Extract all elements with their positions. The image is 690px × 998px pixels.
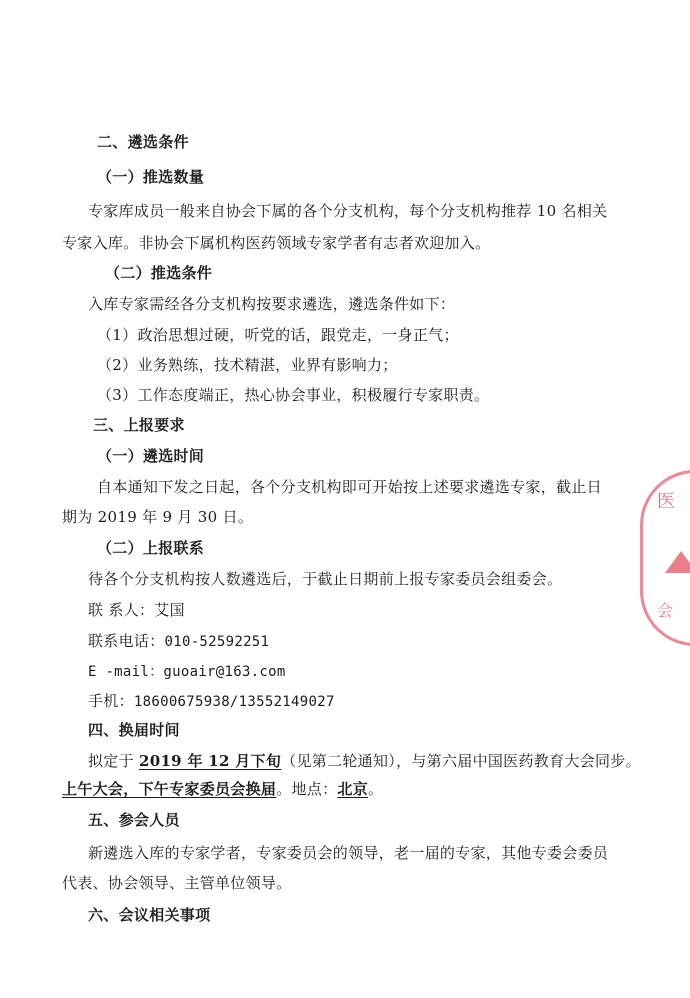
official-seal [640,470,690,646]
email-label: E -mail： [88,664,164,680]
paragraph-line: 新遴选入库的专家学者，专家委员会的领导，老一届的专家，其他专委会委员 [88,844,609,862]
phone-number: 010-52592251 [164,634,270,650]
seal-star-icon [665,551,690,573]
subsection-heading: （一）遴选时间 [97,447,205,465]
subsection-heading: （二）推选条件 [105,264,213,282]
text: 。地点： [276,780,338,798]
section-heading: 三、上报要求 [93,416,185,434]
paragraph-line: 待各个分支机构按人数遴选后，于截止日期前上报专家委员会组委会。 [88,570,563,588]
paragraph-line: 专家入库。非协会下属机构医药领域专家学者有志者欢迎加入。 [62,234,491,252]
subsection-heading: （二）上报联系 [97,539,205,557]
paragraph-line [88,750,641,772]
seal-text-top: 医 [654,491,675,509]
email-address: guoair@163.com [163,664,286,680]
underlined-date: 2019 年 12 月下旬 [138,752,282,770]
contact-mobile [88,690,335,713]
mobile-number: 18600675938/13552149027 [133,694,335,710]
list-item: （2）业务熟练，技术精湛，业界有影响力； [97,356,398,374]
list-item: （3）工作态度端正，热心协会事业，积极履行专家职责。 [97,386,490,404]
underlined-location: 北京 [337,780,369,798]
contact-person: 联 系人：艾国 [88,601,185,619]
contact-email [88,660,286,683]
text: 。 [368,780,384,798]
paragraph-line: 专家库成员一般来自协会下属的各个分支机构，每个分支机构推荐 10 名相关 [88,202,608,220]
phone-label: 联系电话： [88,632,165,650]
contact-phone [88,630,269,653]
mobile-label: 手机： [88,692,134,710]
text: （见第二轮通知），与第六届中国医药教育大会同步。 [281,752,641,770]
paragraph-line: 入库专家需经各分支机构按要求遴选，遴选条件如下： [88,295,456,313]
paragraph-line: 代表、协会领导、主管单位领导。 [62,874,292,892]
text: 拟定于 [88,752,139,770]
seal-text-bottom: 会 [657,601,674,620]
paragraph-line [62,778,383,800]
section-heading: 五、参会人员 [88,811,180,829]
section-heading: 四、换届时间 [88,721,180,739]
section-heading: 六、会议相关事项 [88,906,211,924]
section-heading: 二、遴选条件 [97,133,189,151]
underlined-schedule: 上午大会，下午专家委员会换届 [62,780,277,798]
paragraph-line: 期为 2019 年 9 月 30 日。 [62,508,254,526]
subsection-heading: （一）推选数量 [97,168,205,186]
list-item: （1）政治思想过硬，听党的话，跟党走，一身正气； [97,326,459,344]
paragraph-line: 自本通知下发之日起，各个分支机构即可开始按上述要求遴选专家，截止日 [97,478,602,496]
